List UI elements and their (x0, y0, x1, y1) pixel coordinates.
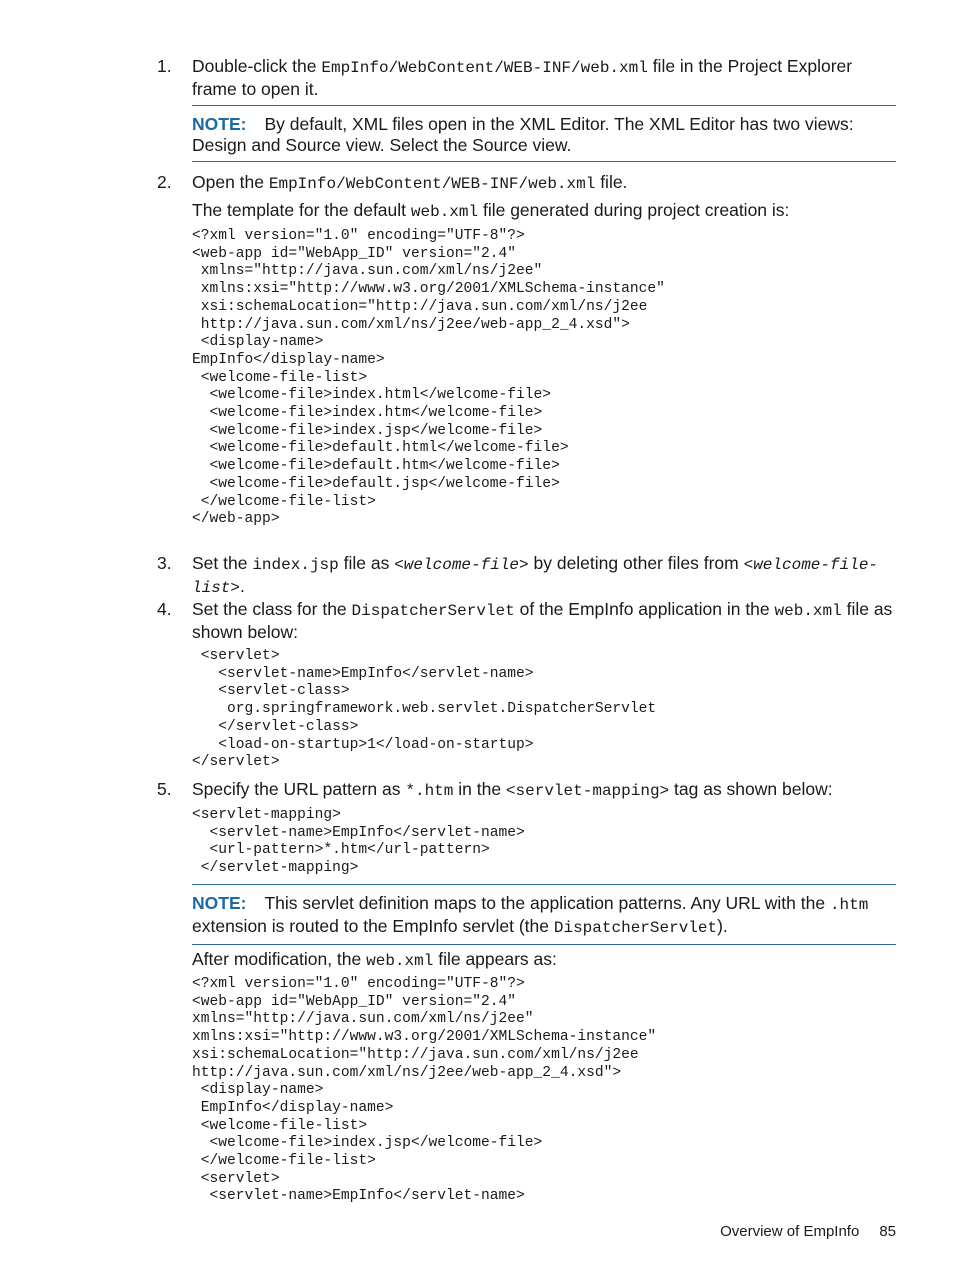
inline-code: EmpInfo/WebContent/WEB-INF/web.xml (268, 175, 596, 193)
inline-code: EmpInfo/WebContent/WEB-INF/web.xml (321, 59, 648, 77)
text: file as shown below: (192, 599, 893, 642)
note-text: By default, XML files open in the XML Editor. The XML Editor has two views: Design and Source view. Select the Source view. (192, 114, 854, 155)
note-text: This servlet definition maps to the application patterns. Any URL with the (264, 893, 830, 913)
after-modification-paragraph (192, 949, 897, 972)
step-1 (157, 56, 897, 100)
inline-code: web.xml (366, 952, 434, 970)
step-5 (157, 779, 897, 802)
page-number: 85 (879, 1223, 896, 1240)
note-text: extension is routed to the EmpInfo servlet (the (192, 916, 554, 936)
text: file in the Project Explorer frame to open it. (192, 56, 853, 99)
inline-code: index.jsp (252, 556, 339, 574)
text: file generated during project creation is: (478, 200, 790, 220)
text: Set the class for the (192, 599, 352, 619)
step-2 (157, 172, 897, 195)
inline-code: <welcome-file-list> (192, 556, 879, 597)
step-3 (157, 553, 897, 599)
step-number: 1. (157, 56, 172, 76)
inline-code: web.xml (774, 602, 842, 620)
text: by deleting other files from (528, 553, 744, 573)
inline-code: <welcome-file> (394, 556, 529, 574)
code-block-modified-webxml: <?xml version="1.0" encoding="UTF-8"?> <web-app id="WebApp_ID" version="2.4" xmlns="http://java.sun.com/xml/ns/j2ee" xmlns:xsi="http://www.w3.org/2001/XMLSchema-instance" xsi:schemaLocation="http://java.sun.com/xml/ns/j2ee http://java.sun.com/xml/ns/j2ee/web-app_2_4.xsd"> <display-name> EmpInfo</display-name> <welcome-file-list> <welcome-file>index.jsp</welcome-file> </welcome-file-list> <servlet> <servlet-name>EmpInfo</servlet-name> (192, 976, 657, 1205)
step-text (192, 599, 897, 643)
note-box (192, 884, 896, 945)
page-footer (720, 1222, 896, 1242)
step-number: 2. (157, 172, 172, 192)
inline-code: <servlet-mapping> (505, 782, 670, 800)
text: file. (595, 172, 628, 192)
step-text (192, 779, 897, 802)
step-number: 3. (157, 553, 172, 573)
text: Double-click the (192, 56, 322, 76)
text: Set the (192, 553, 253, 573)
step-4 (157, 599, 897, 643)
code-block-servlet-mapping: <servlet-mapping> <servlet-name>EmpInfo</servlet-name> <url-pattern>*.htm</url-pattern> </servlet-mapping> (192, 807, 525, 877)
text: Specify the URL pattern as (192, 779, 406, 799)
footer-title: Overview of EmpInfo (720, 1223, 860, 1240)
code-block-template-webxml: <?xml version="1.0" encoding="UTF-8"?> <web-app id="WebApp_ID" version="2.4" xmlns="http://java.sun.com/xml/ns/j2ee" xmlns:xsi="http://www.w3.org/2001/XMLSchema-instance" xsi:schemaLocation="http://java.sun.com/xml/ns/j2ee http://java.sun.com/xml/ns/j2ee/web-app_2_4.xsd"> <display-name> EmpInfo</display-name> <welcome-file-list> <welcome-file>index.html</welcome-file> <welcome-file>index.htm</welcome-file> <welcome-file>index.jsp</welcome-file> <welcome-file>default.html</welcome-file> <welcome-file>default.htm</welcome-file> <welcome-file>default.jsp</welcome-file> </welcome-file-list> </web-app> (192, 228, 665, 528)
note-label: NOTE: (192, 114, 247, 134)
inline-code: DispatcherServlet (553, 919, 718, 937)
step-text (192, 553, 897, 599)
text: file as (338, 553, 395, 573)
step-text (192, 172, 897, 195)
text: . (240, 576, 245, 596)
text: file appears as: (433, 949, 557, 969)
code-block-servlet: <servlet> <servlet-name>EmpInfo</servlet-name> <servlet-class> org.springframework.web.servlet.DispatcherServlet </servlet-class> <load-on-startup>1</load-on-startup> </servlet> (192, 648, 657, 771)
inline-code: DispatcherServlet (351, 602, 515, 620)
note-box (192, 105, 896, 162)
inline-code: *.htm (405, 782, 454, 800)
text: of the EmpInfo application in the (514, 599, 775, 619)
note-label: NOTE: (192, 893, 247, 913)
text: Open the (192, 172, 269, 192)
text: The template for the default (192, 200, 411, 220)
step-number: 4. (157, 599, 172, 619)
text: tag as shown below: (669, 779, 833, 799)
inline-code: .htm (829, 896, 869, 914)
step-number: 5. (157, 779, 172, 799)
text: in the (453, 779, 506, 799)
template-paragraph (192, 200, 897, 223)
note-text: ). (717, 916, 728, 936)
inline-code: web.xml (410, 203, 479, 221)
step-text (192, 56, 897, 100)
text: After modification, the (192, 949, 367, 969)
